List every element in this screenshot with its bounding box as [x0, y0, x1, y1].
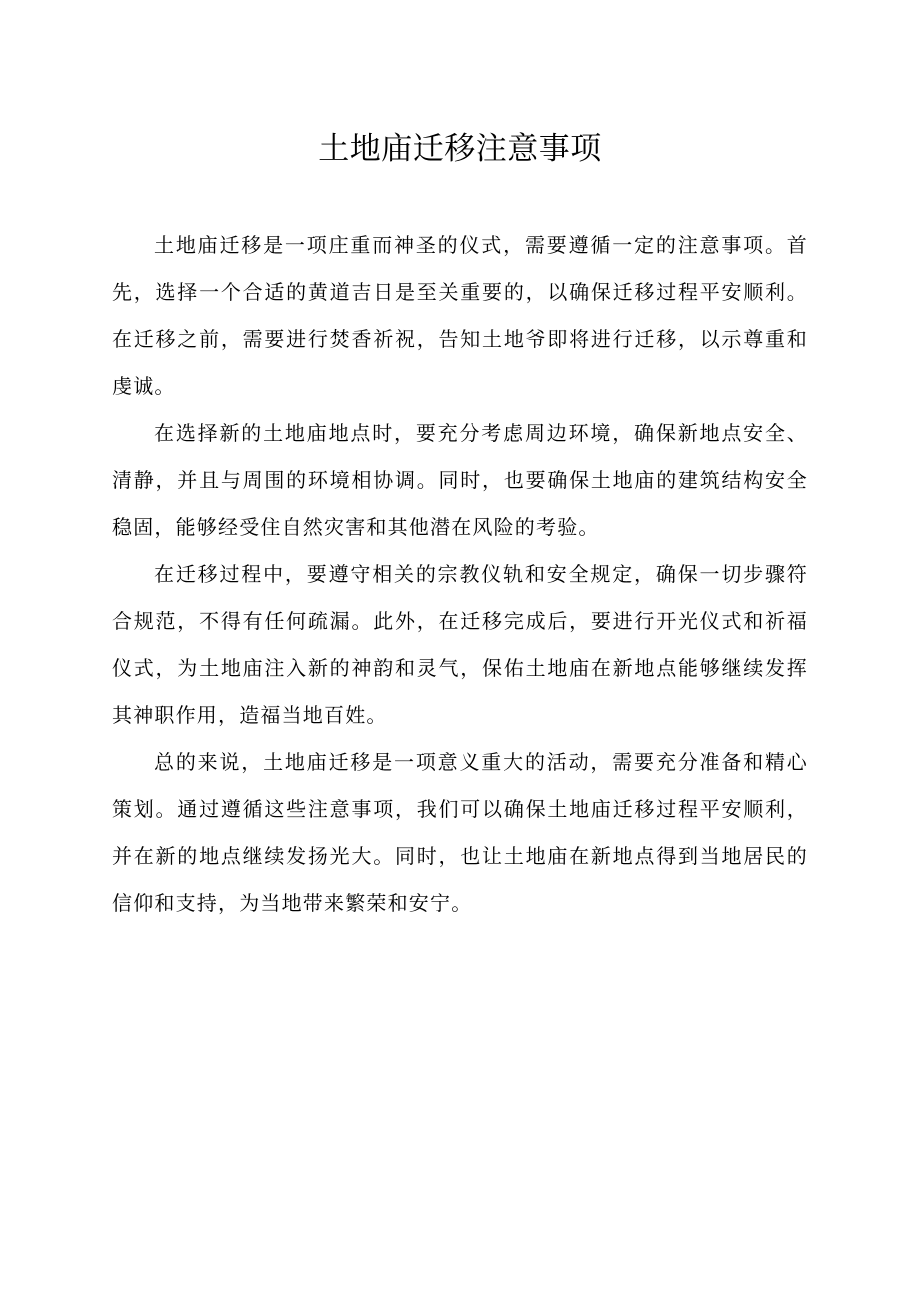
- document-title: 土地庙迁移注意事项: [318, 131, 602, 167]
- document-body: [112, 222, 808, 927]
- paragraph-2: 在选择新的土地庙地点时，要充分考虑周边环境，确保新地点安全、清静，并且与周围的环境相协调。同时，也要确保土地庙的建筑结构安全稳固，能够经受住自然灾害和其他潜在风险的考验。: [112, 421, 808, 539]
- paragraph-3: 在迁移过程中，要遵守相关的宗教仪轨和安全规定，确保一切步骤符合规范，不得有任何疏漏。此外，在迁移完成后，要进行开光仪式和祈福仪式，为土地庙注入新的神韵和灵气，保佑土地庙在新地点能够继续发挥其神职作用，造福当地百姓。: [112, 562, 808, 727]
- paragraph-4: 总的来说，土地庙迁移是一项意义重大的活动，需要充分准备和精心策划。通过遵循这些注意事项，我们可以确保土地庙迁移过程平安顺利，并在新的地点继续发扬光大。同时，也让土地庙在新地点得到当地居民的信仰和支持，为当地带来繁荣和安宁。: [112, 750, 808, 915]
- paragraph-1: 土地庙迁移是一项庄重而神圣的仪式，需要遵循一定的注意事项。首先，选择一个合适的黄道吉日是至关重要的，以确保迁移过程平安顺利。在迁移之前，需要进行焚香祈祝，告知土地爷即将进行迁移，以示尊重和虔诚。: [112, 233, 808, 398]
